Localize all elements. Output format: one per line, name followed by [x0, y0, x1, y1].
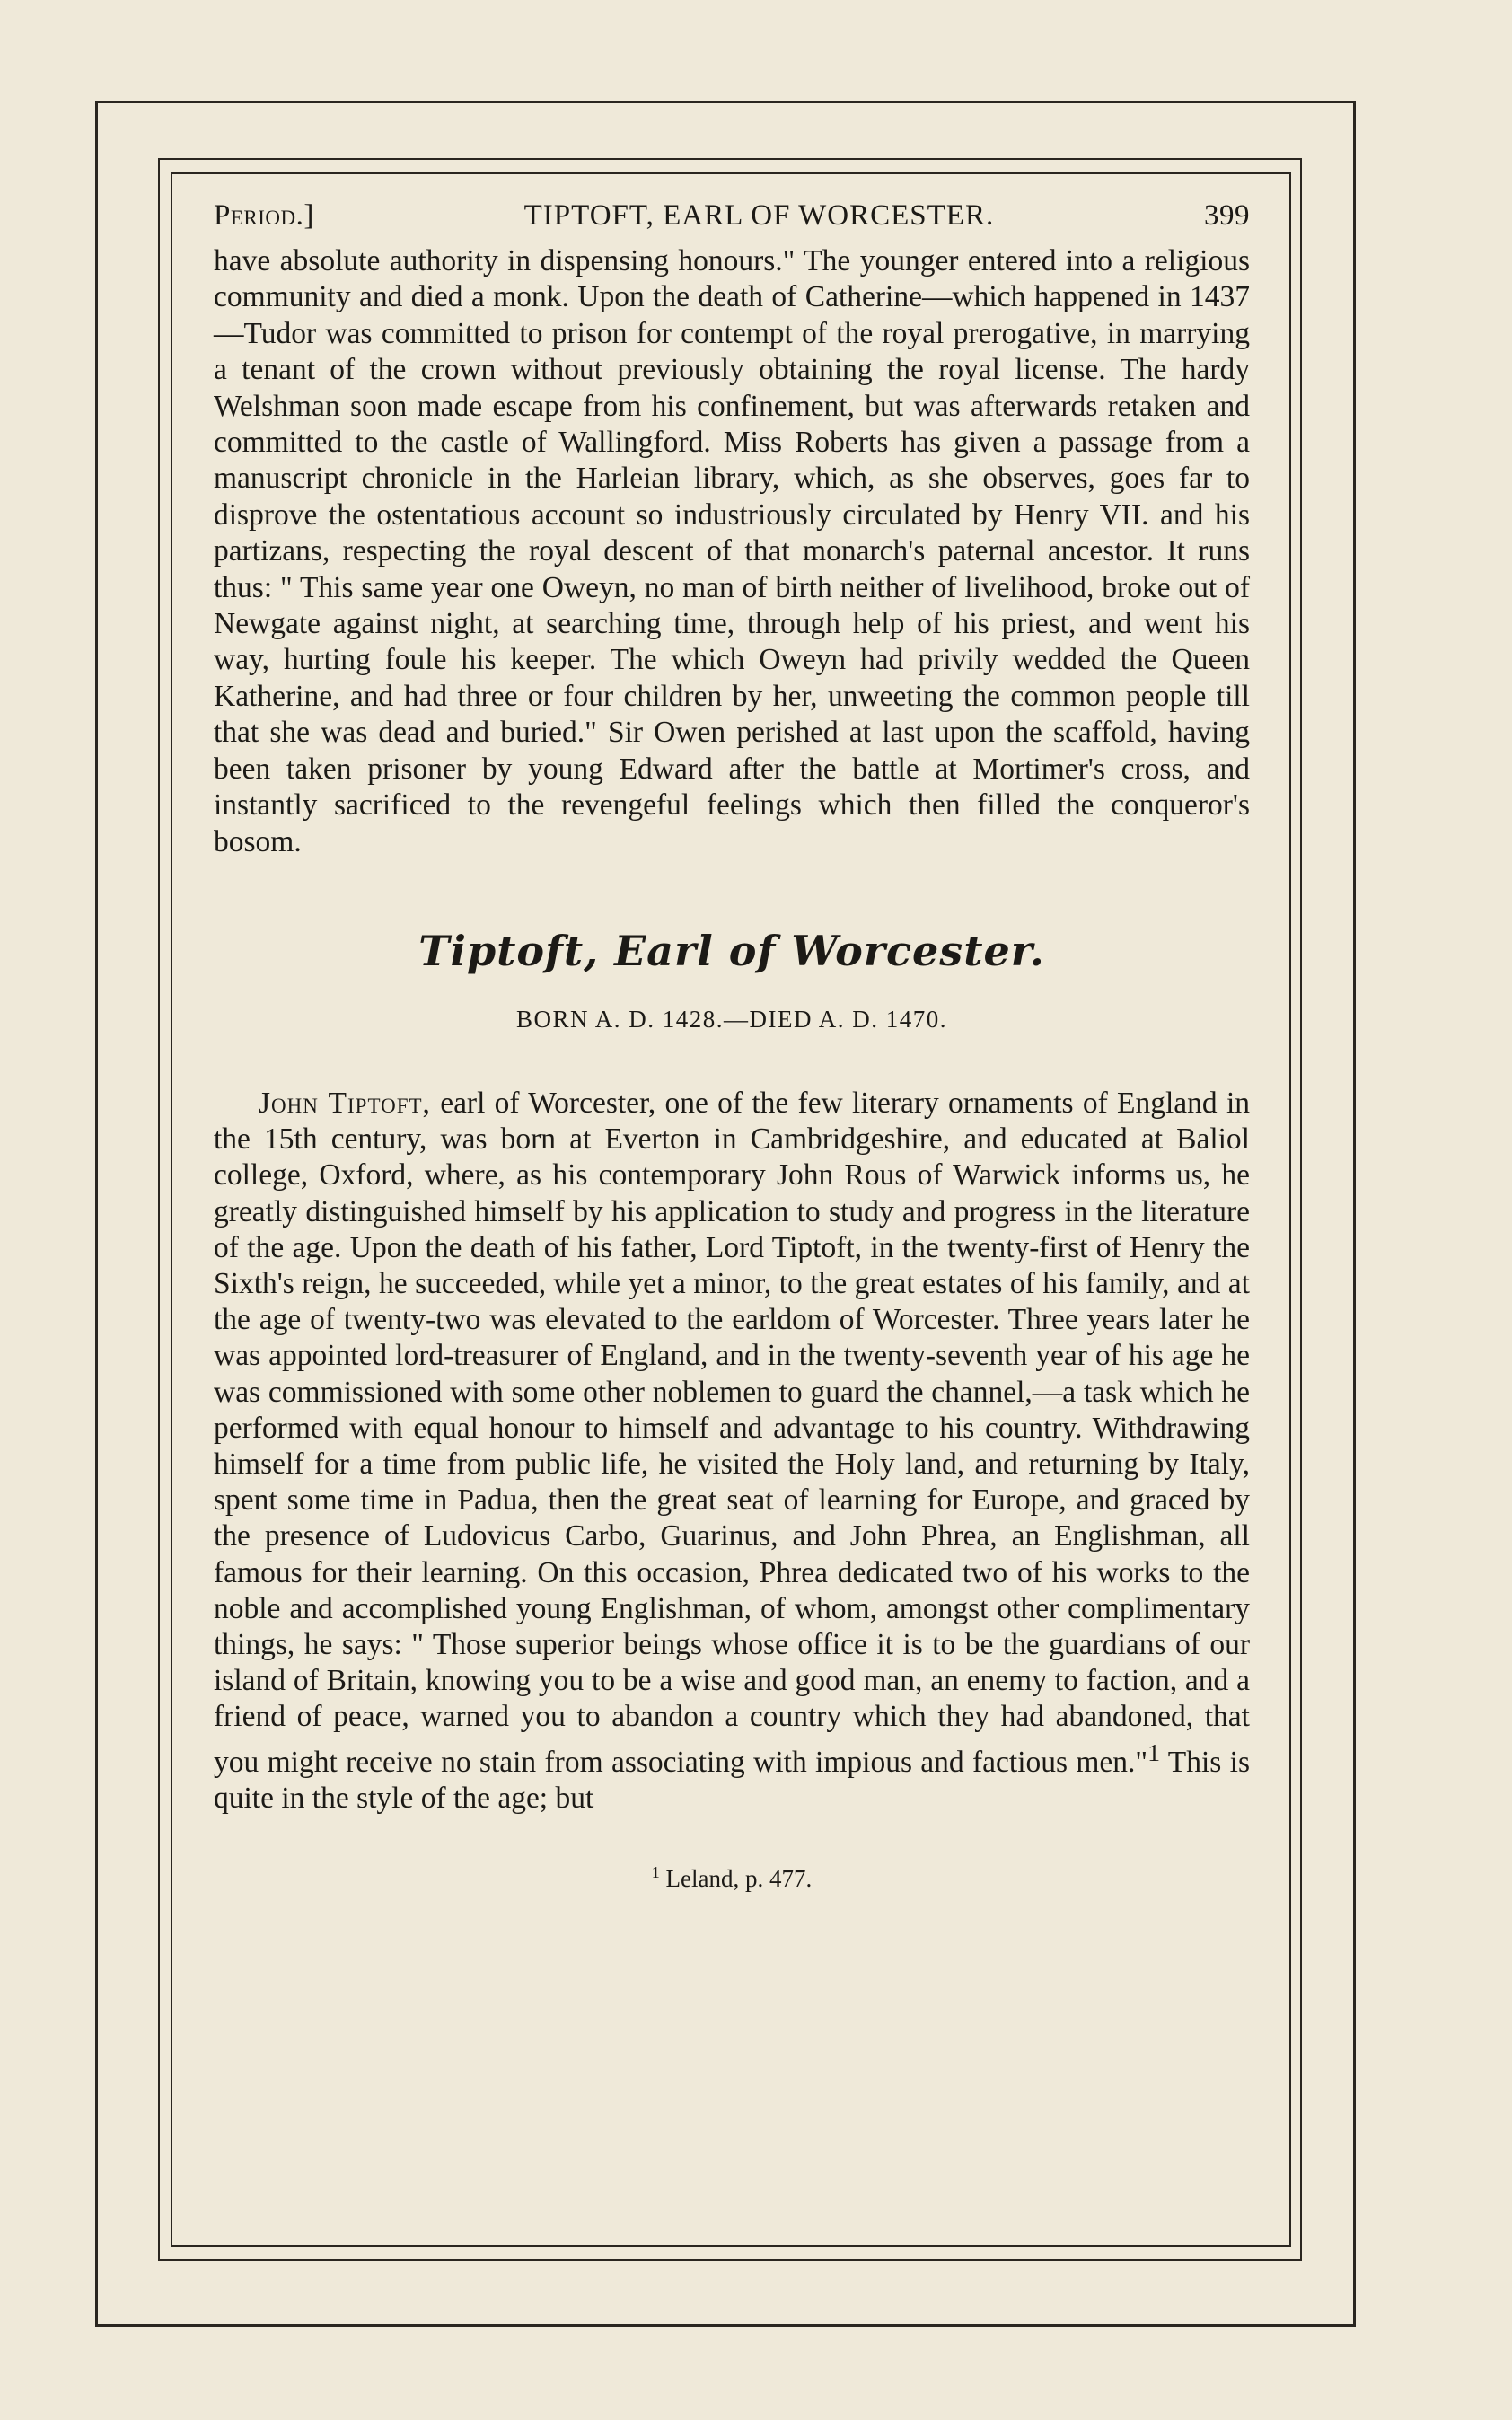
- page-content: [214, 199, 1250, 1893]
- section-title: Tiptoft, Earl of Worcester.: [418, 926, 1045, 975]
- biography-tail: This is quite in the style of the age; but: [214, 1745, 1250, 1815]
- continuation-text: have absolute authority in dispensing honours." The younger entered into a religious community and died a monk. Upon the death of Catherine—which happened in 1437—Tudor was committed to prison for contempt of the royal prerogative, in marrying a tenant of the crown without previously obtaining the royal license. The hardy Welshman soon made escape from his confinement, but was afterwards retaken and committed to the castle of Wallingford. Miss Roberts has given a passage from a manuscript chronicle in the Harleian library, which, as she observes, goes far to disprove the ostentatious account so industriously circulated by Henry VII. and his partizans, respecting the royal descent of that monarch's paternal ancestor. It runs thus: " This same year one Oweyn, no man of birth neither of livelihood, broke out of Newgate against night, at searching time, through help of his priest, and went his way, hurting foule his keeper. The which Oweyn had privily wedded the Queen Katherine, and had three or four children by her, unweeting the common people till that she was dead and buried." Sir Owen perished at last upon the scaffold, having been taken prisoner by young Edward after the battle at Mortimer's cross, and instantly sacrificed to the revengeful feelings which then filled the conqueror's bosom.: [214, 244, 1250, 858]
- continuation-paragraph: [214, 243, 1250, 860]
- section-dates: BORN A. D. 1428.—DIED A. D. 1470.: [515, 1005, 947, 1033]
- biography-paragraph: [214, 1086, 1250, 1817]
- running-header: [214, 199, 1250, 233]
- footnote-marker: 1: [651, 1863, 660, 1882]
- footnote-text: Leland, p. 477.: [659, 1865, 813, 1893]
- footnote: [214, 1863, 1250, 1893]
- page-number: 399: [1203, 199, 1250, 232]
- header-period: Period.]: [214, 199, 314, 232]
- header-title: TIPTOFT, EARL OF WORCESTER.: [523, 199, 995, 232]
- footnote-reference: 1: [1147, 1738, 1161, 1767]
- biography-text: earl of Worcester, one of the few literary ornaments of England in the 15th century, was born at Everton in Cambridgeshire, and educated at Baliol college, Oxford, where, as his contemporary John Rous of Warwick informs us, he greatly distinguished himself by his application to study and progress in the literature of the age. Upon the death of his father, Lord Tiptoft, in the twenty-first of Henry the Sixth's reign, he succeeded, while yet a minor, to the great estates of his family, and at the age of twenty-two was elevated to the earldom of Worcester. Three years later he was appointed lord-treasurer of England, and in the twenty-seventh year of his age he was commissioned with some other noblemen to guard the channel,—a task which he performed with equal honour to himself and advantage to his country. Withdrawing himself for a time from public life, he visited the Holy land, and returning by Italy, spent some time in Padua, then the great seat of learning for Europe, and graced by the presence of Ludovicus Carbo, Guarinus, and John Phrea, an Englishman, all famous for their learning. On this occasion, Phrea dedicated two of his works to the noble and accomplished young Englishman, of whom, amongst other complimentary things, he says: " Those superior beings whose office it is to be the guardians of our island of Britain, knowing you to be a wise and good man, an enemy to faction, and a friend of peace, warned you to abandon a country which they had abandoned, that you might receive no stain from associating with impious and factious men.": [214, 1086, 1250, 1779]
- subject-name: John Tiptoft,: [259, 1086, 431, 1120]
